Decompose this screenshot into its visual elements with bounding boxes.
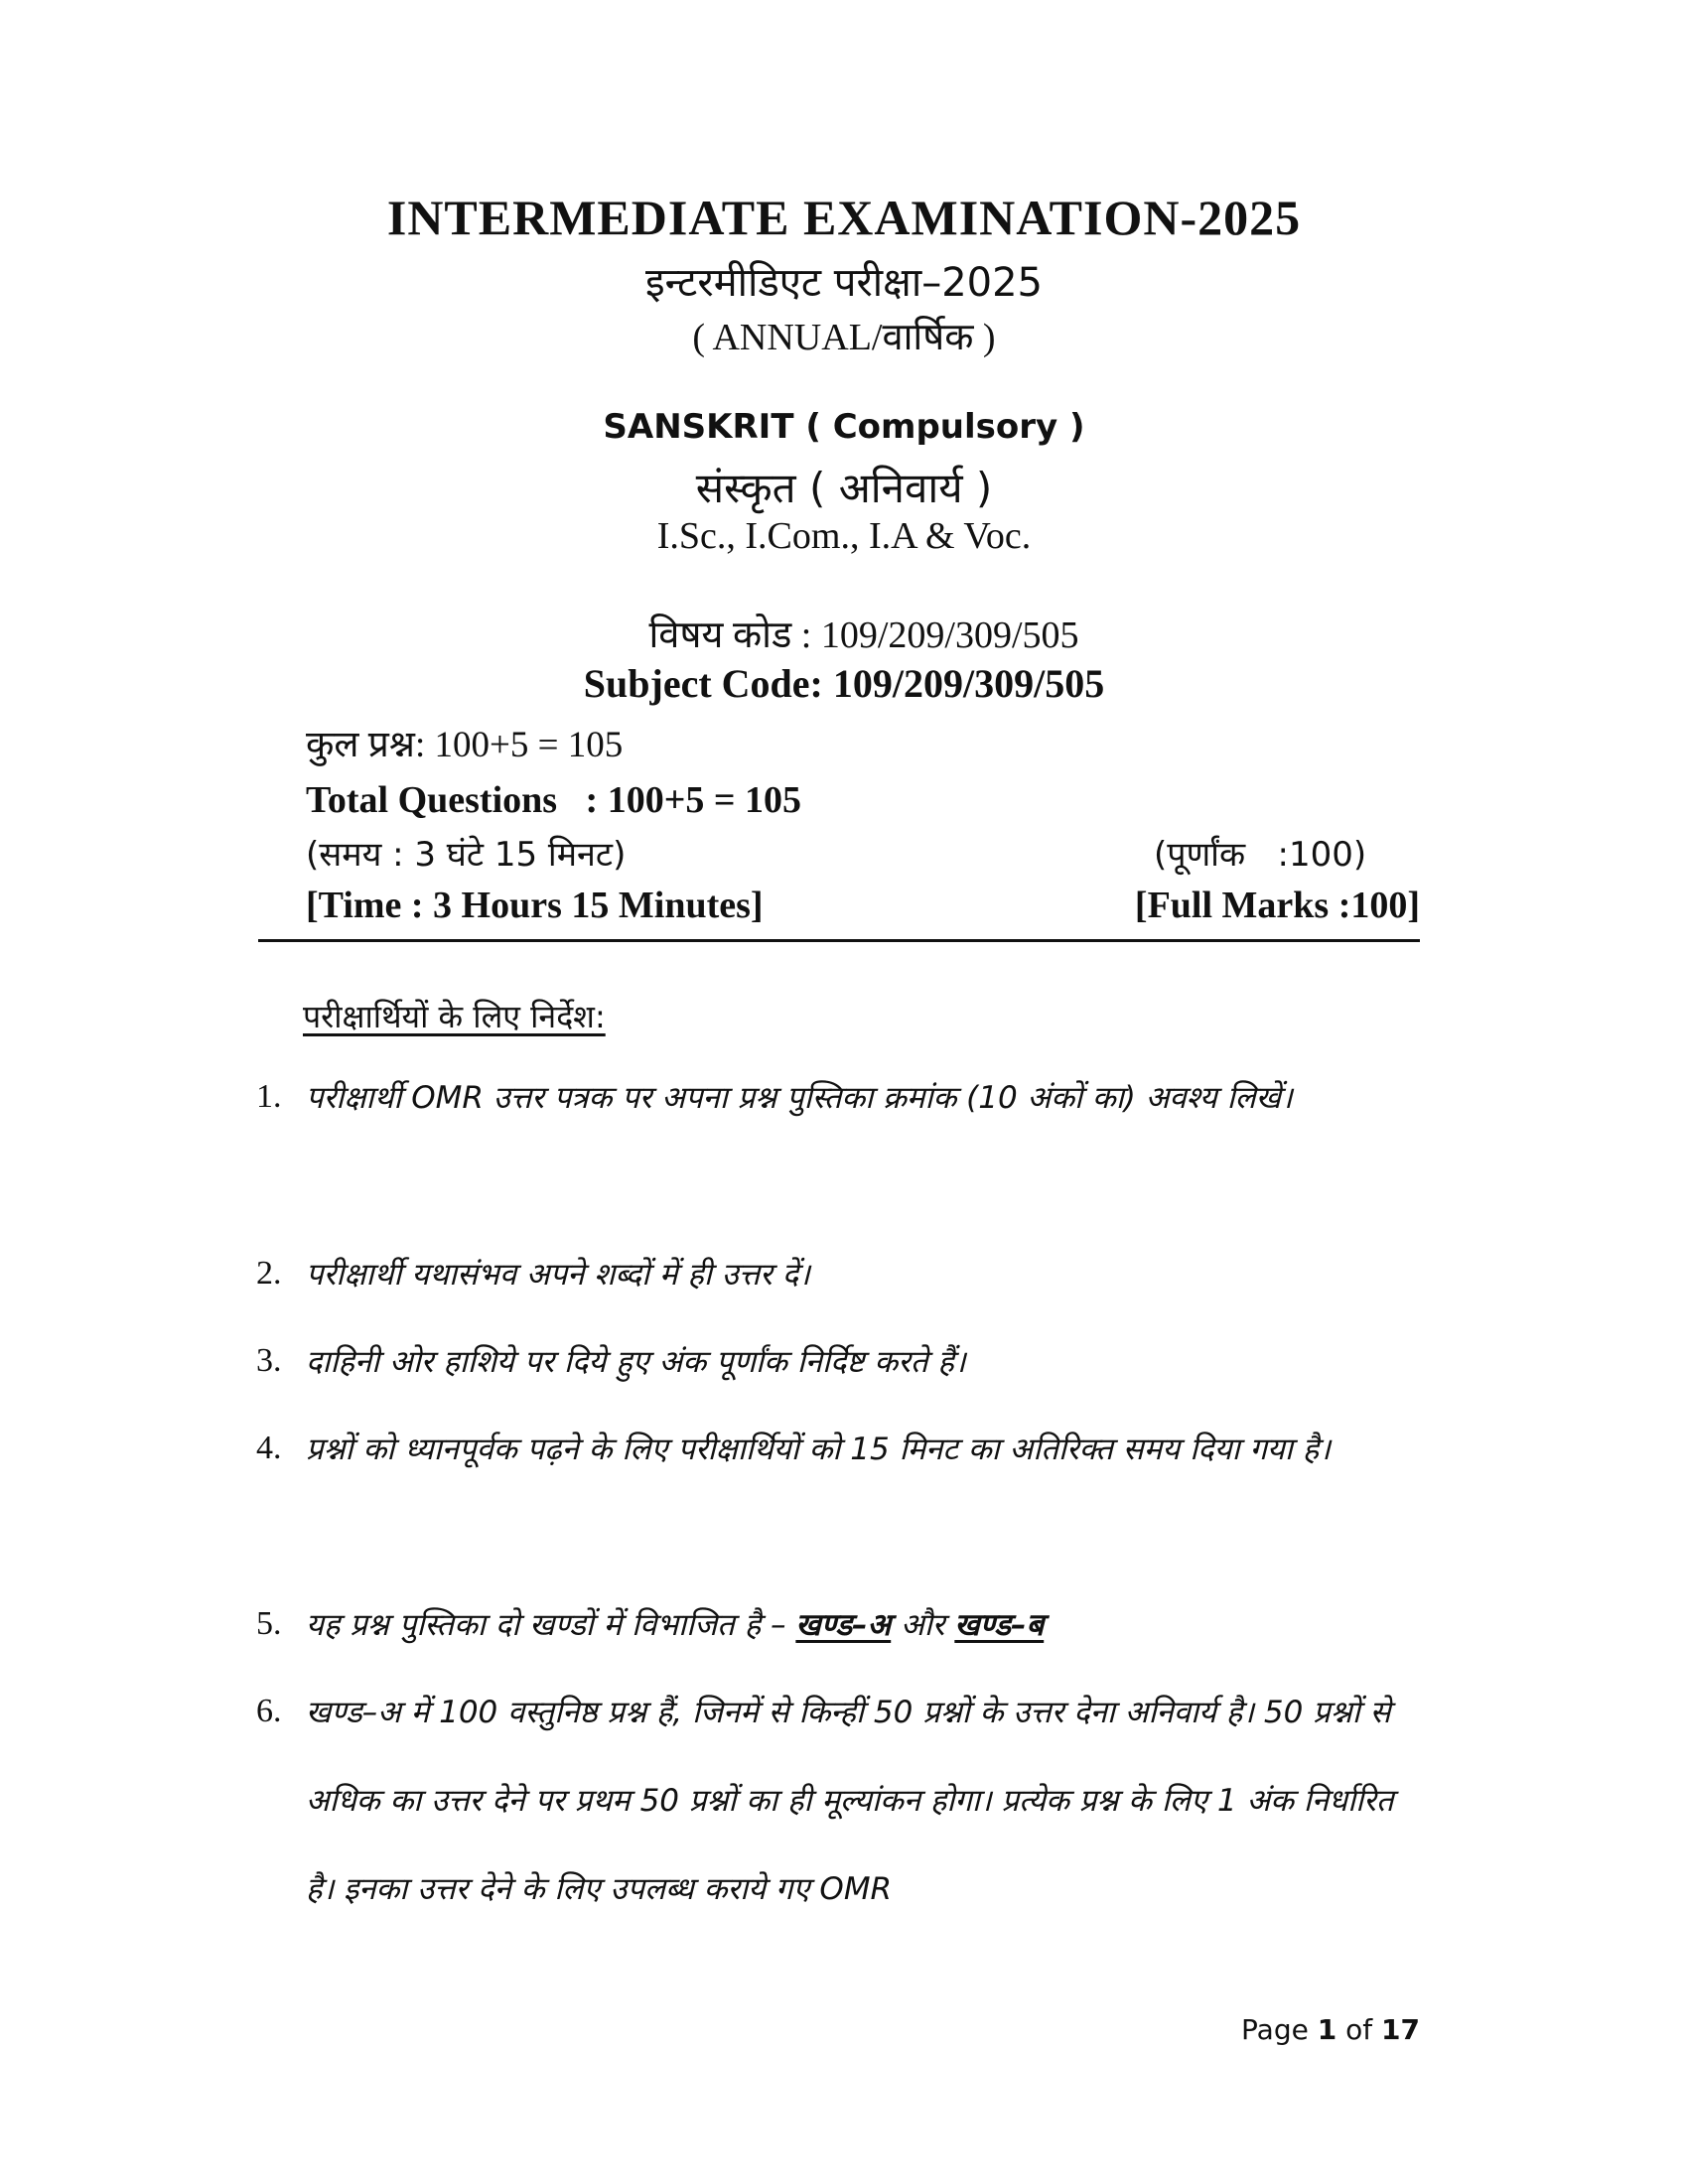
- page-of-label: of: [1345, 2013, 1373, 2046]
- page-total: 17: [1381, 2013, 1420, 2046]
- instruction-text: परीक्षार्थी OMR उत्तर पत्रक पर अपना प्रश्न पुस्तिका क्रमांक (10 अंकों का) अवश्य लिखें।: [306, 1080, 1293, 1116]
- instruction-text-part: और: [891, 1607, 955, 1643]
- instruction-text: [306, 1581, 1428, 1670]
- exam-session: ( ANNUAL/वार्षिक ): [692, 317, 996, 358]
- page-number: 1: [1317, 2013, 1337, 2046]
- header-divider: [258, 939, 1420, 942]
- instruction-text: परीक्षार्थी यथासंभव अपने शब्दों में ही उत्तर दें।: [306, 1257, 810, 1293]
- page-label: Page: [1241, 2013, 1309, 2046]
- instruction-number: 3.: [256, 1342, 282, 1379]
- instruction-number: 6.: [256, 1693, 282, 1729]
- subject-code-hindi: विषय कोड : 109/209/309/505: [648, 614, 1079, 656]
- time-allowed: [Time : 3 Hours 15 Minutes]: [306, 885, 764, 926]
- instruction-text: खण्ड–अ में 100 वस्तुनिष्ठ प्रश्न हैं, जिनमें से किन्हीं 50 प्रश्नों के उत्तर देना अनिवार्य है। 50 प्रश्नों से अधिक का उत्तर देने पर प्रथम 50 प्रश्नों का ही मूल्यांकन होगा। प्रत्येक प्रश्न के लिए 1 अंक निर्धारित है। इनका उत्तर देने के लिए उपलब्ध कराये गए OMR: [306, 1695, 1394, 1907]
- time-hindi: (समय : 3 घंटे 15 मिनट): [306, 835, 627, 875]
- class-list: I.Sc., I.Com., I.A & Voc.: [656, 515, 1032, 557]
- total-questions: Total Questions : 100+5 = 105: [306, 779, 802, 821]
- instruction-number: 5.: [256, 1605, 282, 1642]
- section-a-label: खण्ड–अ: [795, 1607, 892, 1643]
- instruction-number: 1.: [256, 1078, 282, 1115]
- section-b-label: खण्ड–ब: [954, 1607, 1045, 1643]
- instruction-text: दाहिनी ओर हाशिये पर दिये हुए अंक पूर्णांक निर्दिष्ट करते हैं।: [306, 1344, 966, 1380]
- instruction-text: प्रश्नों को ध्यानपूर्वक पढ़ने के लिए परीक्षार्थियों को 15 मिनट का अतिरिक्त समय दिया गया है।: [306, 1432, 1331, 1467]
- subject-title-hindi: संस्कृत ( अनिवार्य ): [695, 464, 993, 512]
- full-marks-hindi: (पूर्णांक :100): [1154, 835, 1367, 875]
- instruction-number: 2.: [256, 1255, 282, 1292]
- full-marks: [Full Marks :100]: [1134, 885, 1420, 926]
- subject-title: SANSKRIT ( Compulsory ): [603, 407, 1085, 447]
- instruction-text-part: यह प्रश्न पुस्तिका दो खण्डों में विभाजित है –: [306, 1607, 796, 1643]
- total-questions-hindi: कुल प्रश्न: 100+5 = 105: [306, 725, 624, 765]
- exam-title: INTERMEDIATE EXAMINATION-2025: [386, 190, 1302, 245]
- page-footer: [1241, 2013, 1420, 2046]
- exam-title-hindi: इन्टरमीडिएट परीक्षा–2025: [644, 260, 1044, 306]
- subject-code: Subject Code: 109/209/309/505: [583, 661, 1105, 706]
- instruction-number: 4.: [256, 1430, 282, 1466]
- instructions-heading: परीक्षार्थियों के लिए निर्देश:: [303, 998, 606, 1035]
